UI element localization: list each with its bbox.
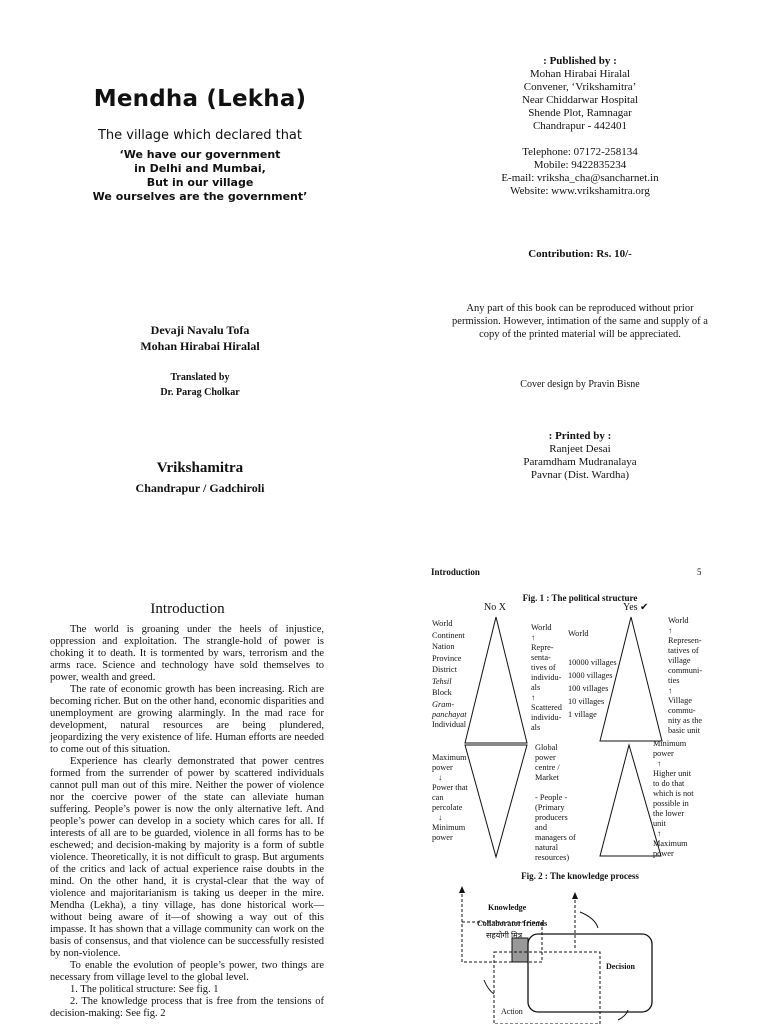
label: unit (653, 819, 666, 828)
fig2-collaborators-local-label: सहयोगी मित्र (486, 931, 523, 940)
label: Market (535, 773, 559, 782)
label: village (668, 656, 691, 665)
quote-line: ‘We have our government (119, 148, 281, 161)
publisher-place: Chandrapur / Gadchiroli (135, 481, 265, 495)
level-label: Nation (432, 642, 455, 651)
page-number: 5 (697, 567, 702, 577)
book-quote (0, 148, 400, 204)
fig2-decision-label: Decision (606, 962, 635, 971)
publisher-name: Vrikshamitra (156, 460, 244, 476)
label: the lower (653, 809, 685, 818)
level-label: Province (432, 653, 462, 663)
fig1-no-label: No X (484, 602, 506, 613)
label: individu- (531, 713, 562, 722)
translated-by-label: Translated by (170, 372, 230, 383)
label: ↑ (657, 759, 662, 768)
label: possible in (653, 799, 689, 808)
label: power (432, 763, 453, 772)
quote-line: in Delhi and Mumbai, (134, 162, 266, 175)
label: Minimum (653, 739, 687, 748)
label: tatives of (668, 646, 699, 655)
fig1-diagram (420, 600, 760, 870)
label: World (531, 623, 552, 632)
published-by-block (420, 55, 740, 133)
author-name: Devaji Navalu Tofa (150, 323, 250, 337)
label: which is not (653, 789, 694, 798)
label: ↓ (438, 773, 443, 782)
label: senta- (531, 653, 551, 662)
label: tives of (531, 663, 556, 672)
label: basic unit (668, 726, 701, 735)
left-inverted-triangle (465, 745, 527, 857)
label: Village (668, 696, 692, 705)
fig2-action-label: Action (501, 1007, 523, 1016)
label: to do that (653, 779, 685, 788)
arrow-head (572, 892, 578, 899)
fig2-collaborators-label: Collaborator friends (477, 919, 548, 928)
label: Repre- (531, 643, 554, 652)
fig2-diagram (450, 882, 680, 1024)
label: managers of (535, 833, 576, 842)
rights-notice: Any part of this book can be reproduced without prior permission. However, intimation of the same and supply of a copy of the printed material will be appreciated. (452, 303, 708, 340)
label: ↑ (531, 633, 536, 642)
contact-line: Telephone: 07172-258134 (522, 146, 638, 158)
level-label: Individual (432, 719, 467, 729)
level-label: panchayat (432, 709, 467, 719)
level-label: District (432, 665, 457, 674)
published-by-line: Near Chiddarwar Hospital (521, 94, 639, 106)
paragraph: The world is groaning under the heels of injustice, oppression and exploitation. The strangle-hold of power is choking it to death. It is tormented by wars, terrorism and the arms race. Science and technology have sold themselves to power, wealth and greed. (50, 624, 324, 683)
label: Maximum (653, 839, 688, 848)
label: communi- (668, 666, 703, 675)
label: power (653, 749, 674, 758)
fig2-title: Fig. 2 : The knowledge process (521, 871, 639, 881)
fig1-title: Fig. 1 : The political structure (522, 593, 638, 603)
label: ties (668, 676, 680, 685)
printed-by-line: Pavnar (Dist. Wardha) (530, 469, 630, 481)
cycle-arrow (580, 912, 598, 928)
label: natural (535, 843, 559, 852)
paragraph: The rate of economic growth has been increasing. Rich are becoming richer. But on the other hand, economic disparities and unemployment are growing alarmingly. In the mad race for development, natural resources are being plundered, jeopardizing the very existence of life. Human efforts are needed to come out of this situation. (50, 684, 324, 755)
label: Minimum (432, 823, 466, 832)
label: World (668, 616, 689, 625)
list-item: 1. The political structure: See fig. 1 (70, 984, 219, 995)
label: Global (535, 743, 558, 752)
running-head: Introduction (431, 567, 480, 577)
label: producers (535, 813, 568, 822)
left-power-triangle (465, 617, 527, 743)
contact-block (420, 146, 740, 198)
label: ↓ (438, 813, 443, 822)
right-lower-triangle (600, 745, 661, 856)
level-label: World (432, 619, 453, 628)
fig1-right-world: World (568, 629, 589, 638)
authors (0, 322, 400, 354)
label: percolate (432, 803, 463, 812)
contact-line: Website: www.vrikshamitra.org (510, 185, 650, 197)
cycle-arrow (484, 980, 494, 994)
label: power (653, 849, 674, 858)
level-label: 10000 villages (568, 658, 617, 667)
book-title: Mendha (Lekha) (93, 86, 307, 112)
author-name: Mohan Hirabai Hiralal (140, 339, 260, 353)
printed-by-label: : Printed by : (548, 430, 612, 442)
introduction-heading: Introduction (150, 601, 225, 617)
label: individu- (531, 673, 562, 682)
contribution-price: Contribution: Rs. 10/- (528, 248, 632, 260)
label: Scattered (531, 703, 562, 712)
label: ↑ (668, 686, 673, 695)
published-by-line: Chandrapur - 442401 (532, 120, 628, 132)
collaborator-square (512, 938, 528, 962)
label: Power that (432, 783, 468, 792)
label: als (531, 683, 541, 692)
level-label: Tehsil (432, 676, 452, 686)
label: nity as the (668, 716, 703, 725)
fig1-yes-label: Yes ✔ (623, 602, 649, 613)
label: ↑ (531, 693, 536, 702)
published-by-label: : Published by : (543, 55, 617, 67)
knowledge-box (462, 922, 542, 962)
label: centre / (535, 763, 560, 772)
level-label: 100 villages (568, 684, 609, 693)
contact-line: E-mail: vriksha_cha@sancharnet.in (501, 172, 659, 184)
fig2-knowledge-label: Knowledge (488, 903, 527, 912)
published-by-line: Convener, ‘Vrikshamitra’ (523, 81, 637, 93)
level-label: Gram- (432, 699, 455, 709)
label: (Primary (535, 803, 565, 812)
label: Maximum (432, 753, 467, 762)
label: ↑ (657, 829, 662, 838)
right-power-triangle (600, 617, 662, 741)
label: Represen- (668, 636, 702, 645)
label: commu- (668, 706, 696, 715)
label: power (535, 753, 556, 762)
label: als (531, 723, 541, 732)
label: and (535, 823, 547, 832)
introduction-body (50, 624, 324, 1020)
published-by-line: Shende Plot, Ramnagar (528, 107, 632, 119)
arrow-head (459, 886, 465, 893)
list-item: 2. The knowledge process that is free from the tensions of decision-making: See fig. 2 (50, 996, 324, 1019)
level-label: 10 villages (568, 697, 605, 706)
level-label: 1 village (568, 710, 597, 719)
label: can (432, 793, 444, 802)
decision-box (528, 934, 652, 1012)
label: - People - (535, 793, 568, 802)
printed-by-line: Paramdham Mudranalaya (523, 456, 637, 468)
label: resources) (535, 853, 570, 862)
paragraph: To enable the evolution of people’s power, two things are necessary from village level to the global level. (50, 960, 324, 983)
printed-by-line: Ranjeet Desai (549, 443, 611, 455)
contact-line: Mobile: 9422835234 (533, 159, 627, 171)
level-label: Continent (432, 630, 465, 640)
book-subtitle: The village which declared that (97, 128, 302, 143)
cover-design-credit: Cover design by Pravin Bisne (520, 379, 640, 390)
label: ↑ (668, 626, 673, 635)
translator-name: Dr. Parag Cholkar (160, 387, 240, 398)
quote-line: But in our village (146, 176, 254, 189)
label: power (432, 833, 453, 842)
printed-by-block (420, 430, 740, 482)
quote-line: We ourselves are the government’ (92, 190, 308, 203)
published-by-line: Mohan Hirabai Hiralal (529, 68, 631, 80)
level-label: Block (432, 688, 452, 697)
label: Higher unit (653, 769, 692, 778)
paragraph: Experience has clearly demonstrated that power centres formed from the surrender of power by scattered individuals cannot pull man out of this mire. Neither the power of violence nor the coercive power of the state can alleviate human suffering. People’s power is now the only alternative left. And people’s power can develop in a society which cares for all. If interests of all are to be guarded, violence in all forms has to be eschewed; and decision-making by majority is a form of subtle violence. Theoretically, it is not difficult to grasp. But arguments of the critics and lack of actual experience raise doubts in the mind. On the other hand, it is crystal-clear that the way of violence and majoritarianism is taking us deeper in the mire. Mendha (Lekha), a tiny village, has done historical work—without being aware of it—of showing a way out of this impasse. It has shown that a village community can work on the basis of consensus, and that violence can be successfully resisted by non-violence. (50, 756, 324, 959)
level-label: 1000 villages (568, 671, 613, 680)
